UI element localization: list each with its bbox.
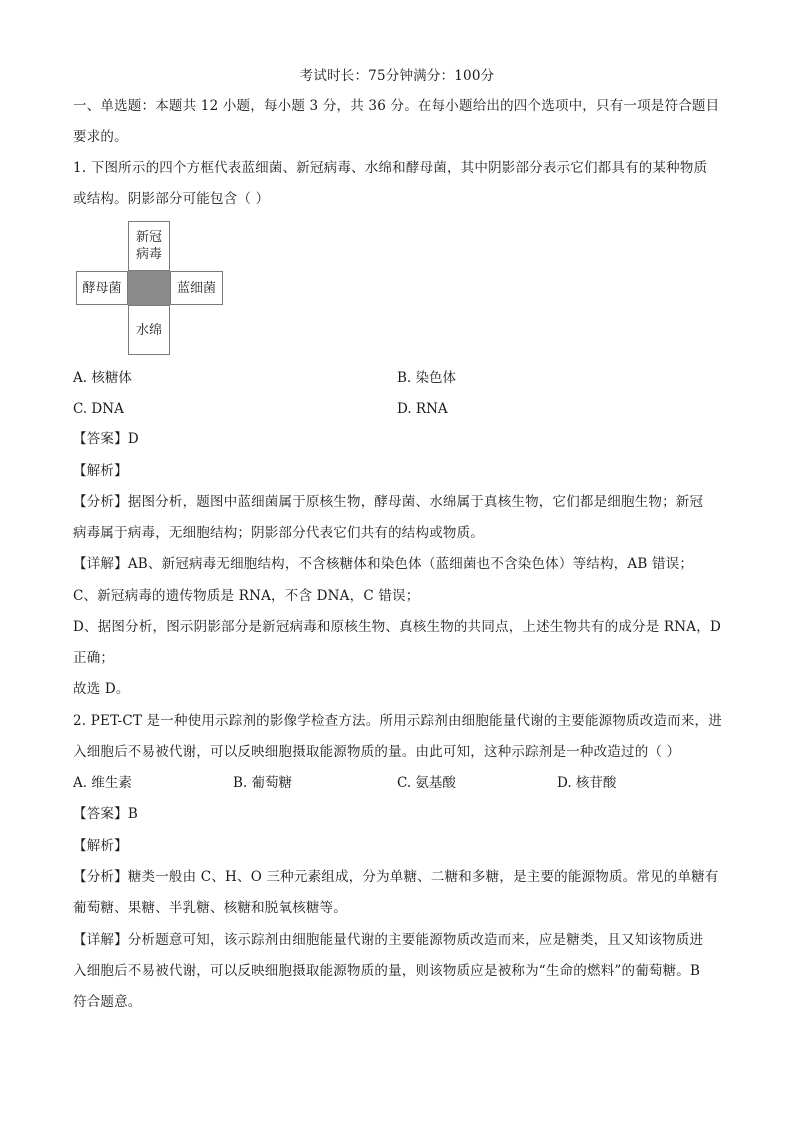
diagram-label-covid-line2: 病毒 bbox=[135, 247, 162, 262]
diagram-label-cyanobacteria: 蓝细菌 bbox=[176, 280, 216, 296]
q1-line-d2: 正确； bbox=[73, 650, 115, 666]
q1-stem-line2: 或结构。阴影部分可能包含（ ） bbox=[73, 191, 270, 207]
q1-conclusion: 故选 D。 bbox=[73, 681, 130, 697]
q1-xiangjie-text1: AB、新冠病毒无细胞结构，不含核糖体和染色体（蓝细菌也不含染色体）等结构，AB 错误； bbox=[127, 556, 694, 572]
q2-answer-value: B bbox=[127, 806, 138, 822]
q1-option-d: D. RNA bbox=[397, 401, 448, 417]
section-instruction-line1: 一、单选题：本题共 12 小题，每小题 3 分，共 36 分。在每小题给出的四个选项中，只有一项是符合题目 bbox=[73, 98, 720, 114]
q2-xiangjie-tag: 【详解】 bbox=[73, 932, 128, 948]
diagram-box-cyanobacteria bbox=[170, 271, 223, 305]
q2-xiangjie-line2: 入细胞后不易被代谢，可以反映细胞摄取能源物质的量，则该物质应是被称为“生命的燃料”的葡萄糖。B bbox=[73, 963, 701, 979]
q2-analysis-tag: 【解析】 bbox=[73, 838, 128, 854]
q2-option-a: A. 维生素 bbox=[73, 775, 132, 791]
q2-answer bbox=[73, 804, 723, 824]
q1-fenxi-tag: 【分析】 bbox=[73, 494, 128, 510]
q2-fenxi-text1: 糖类一般由 C、H、O 三种元素组成，分为单糖、二糖和多糖，是主要的能源物质。常见的单糖有 bbox=[127, 869, 719, 885]
q2-fenxi-line2: 葡萄糖、果糖、半乳糖、核糖和脱氧核糖等。 bbox=[73, 900, 347, 916]
q2-stem-line2: 入细胞后不易被代谢，可以反映细胞摄取能源物质的量。由此可知，这种示踪剂是一种改造过的（ ） bbox=[73, 744, 681, 760]
q2-stem-line1: 2. PET-CT 是一种使用示踪剂的影像学检查方法。所用示踪剂由细胞能量代谢的主要能源物质改造而来，进 bbox=[73, 713, 722, 729]
q2-option-d: D. 核苷酸 bbox=[557, 775, 617, 791]
q1-fenxi-line1 bbox=[73, 492, 723, 512]
q1-line-c: C、新冠病毒的遗传物质是 RNA，不含 DNA，C 错误； bbox=[73, 588, 420, 604]
q2-fenxi-line1 bbox=[73, 867, 723, 887]
q1-xiangjie-line1 bbox=[73, 554, 723, 574]
diagram-label-covid-line1: 新冠 bbox=[135, 230, 162, 245]
exam-header: 考试时长：75分钟满分：100分 bbox=[299, 68, 495, 84]
q2-xiangjie-text1: 分析题意可知，该示踪剂由细胞能量代谢的主要能源物质改造而来，应是糖类，且又知该物质进 bbox=[127, 932, 704, 948]
q1-stem-line1: 1. 下图所示的四个方框代表蓝细菌、新冠病毒、水绵和酵母菌，其中阴影部分表示它们都具有的某种物质 bbox=[73, 160, 708, 176]
q2-xiangjie-line1 bbox=[73, 930, 723, 950]
q2-xiangjie-line3: 符合题意。 bbox=[73, 994, 142, 1010]
diagram-box-spirogyra bbox=[128, 305, 170, 355]
q1-option-a: A. 核糖体 bbox=[73, 370, 132, 386]
diagram-label-yeast: 酵母菌 bbox=[82, 280, 122, 296]
q1-answer bbox=[73, 429, 723, 449]
q1-line-d1: D、据图分析，图示阴影部分是新冠病毒和原核生物、真核生物的共同点，上述生物共有的成分是 RNA，D bbox=[73, 619, 721, 635]
q1-answer-tag: 【答案】 bbox=[73, 431, 128, 447]
q1-fenxi-line2: 病毒属于病毒，无细胞结构；阴影部分代表它们共有的结构或物质。 bbox=[73, 525, 484, 541]
q1-fenxi-text1: 据图分析，题图中蓝细菌属于原核生物，酵母菌、水绵属于真核生物，它们都是细胞生物；新冠 bbox=[127, 494, 704, 510]
q1-xiangjie-tag: 【详解】 bbox=[73, 556, 128, 572]
section-instruction-line2: 要求的。 bbox=[73, 129, 128, 145]
q1-analysis-tag: 【解析】 bbox=[73, 463, 128, 479]
q1-cross-diagram bbox=[76, 221, 223, 355]
q2-answer-tag: 【答案】 bbox=[73, 806, 128, 822]
q2-fenxi-tag: 【分析】 bbox=[73, 869, 128, 885]
diagram-label-spirogyra: 水绵 bbox=[135, 322, 162, 338]
diagram-box-covid-virus bbox=[128, 221, 170, 271]
q1-option-b: B. 染色体 bbox=[397, 370, 457, 386]
diagram-box-yeast bbox=[76, 271, 128, 305]
q2-option-b: B. 葡萄糖 bbox=[233, 775, 293, 791]
q1-answer-value: D bbox=[127, 431, 139, 447]
q1-option-c: C. DNA bbox=[73, 401, 124, 417]
diagram-shaded-center bbox=[128, 271, 170, 305]
q2-option-c: C. 氨基酸 bbox=[397, 775, 456, 791]
